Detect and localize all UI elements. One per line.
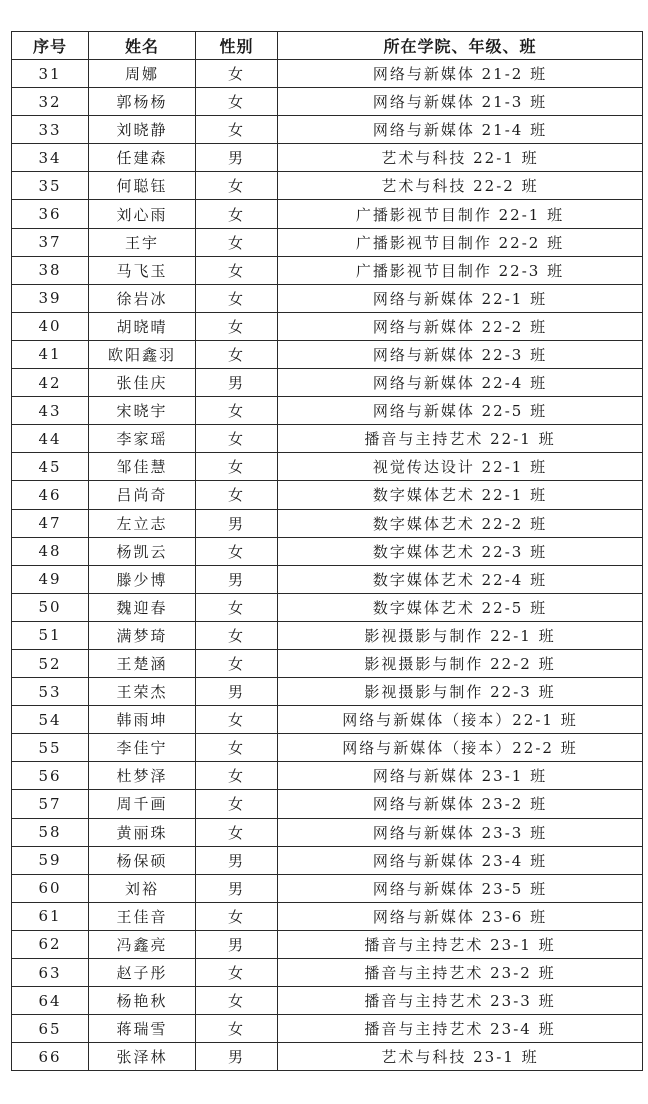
serial-number-cell: 36 — [12, 200, 89, 228]
student-name-cell: 赵子彤 — [89, 959, 196, 987]
student-name-cell: 郭杨杨 — [89, 88, 196, 116]
student-name-cell: 满梦琦 — [89, 621, 196, 649]
student-name-cell: 蒋瑞雪 — [89, 1015, 196, 1043]
student-name-cell: 王楚涵 — [89, 649, 196, 677]
table-row — [12, 537, 643, 565]
header-college-grade-class: 所在学院、年级、班 — [278, 32, 643, 60]
class-cell: 网络与新媒体 22-2 班 — [278, 312, 643, 340]
class-cell: 广播影视节目制作 22-3 班 — [278, 256, 643, 284]
table-row — [12, 930, 643, 958]
table-row — [12, 340, 643, 368]
class-cell: 网络与新媒体 21-2 班 — [278, 60, 643, 88]
table-row — [12, 88, 643, 116]
class-cell: 网络与新媒体 22-4 班 — [278, 369, 643, 397]
table-row — [12, 144, 643, 172]
serial-number-cell: 66 — [12, 1043, 89, 1071]
gender-cell: 女 — [196, 481, 278, 509]
table-row — [12, 902, 643, 930]
serial-number-cell: 42 — [12, 369, 89, 397]
class-cell: 广播影视节目制作 22-1 班 — [278, 200, 643, 228]
table-row — [12, 481, 643, 509]
gender-cell: 男 — [196, 846, 278, 874]
table-header — [12, 32, 643, 60]
serial-number-cell: 37 — [12, 228, 89, 256]
table-row — [12, 200, 643, 228]
student-name-cell: 欧阳鑫羽 — [89, 340, 196, 368]
serial-number-cell: 40 — [12, 312, 89, 340]
class-cell: 数字媒体艺术 22-4 班 — [278, 565, 643, 593]
serial-number-cell: 51 — [12, 621, 89, 649]
student-name-cell: 杨保硕 — [89, 846, 196, 874]
table-row — [12, 509, 643, 537]
header-row — [12, 32, 643, 60]
student-name-cell: 胡晓晴 — [89, 312, 196, 340]
table-row — [12, 256, 643, 284]
table-row — [12, 312, 643, 340]
student-name-cell: 滕少博 — [89, 565, 196, 593]
student-name-cell: 邹佳慧 — [89, 453, 196, 481]
gender-cell: 女 — [196, 284, 278, 312]
serial-number-cell: 59 — [12, 846, 89, 874]
table-row — [12, 818, 643, 846]
table-row — [12, 706, 643, 734]
table-row — [12, 987, 643, 1015]
gender-cell: 女 — [196, 453, 278, 481]
table-row — [12, 762, 643, 790]
gender-cell: 男 — [196, 565, 278, 593]
gender-cell: 女 — [196, 200, 278, 228]
student-name-cell: 冯鑫亮 — [89, 930, 196, 958]
class-cell: 播音与主持艺术 23-4 班 — [278, 1015, 643, 1043]
student-name-cell: 王宇 — [89, 228, 196, 256]
class-cell: 网络与新媒体 21-3 班 — [278, 88, 643, 116]
class-cell: 广播影视节目制作 22-2 班 — [278, 228, 643, 256]
student-name-cell: 宋晓宇 — [89, 397, 196, 425]
class-cell: 网络与新媒体 22-5 班 — [278, 397, 643, 425]
serial-number-cell: 65 — [12, 1015, 89, 1043]
table-row — [12, 1043, 643, 1071]
serial-number-cell: 39 — [12, 284, 89, 312]
gender-cell: 女 — [196, 172, 278, 200]
table-row — [12, 621, 643, 649]
gender-cell: 女 — [196, 762, 278, 790]
gender-cell: 男 — [196, 144, 278, 172]
gender-cell: 女 — [196, 987, 278, 1015]
class-cell: 网络与新媒体 23-1 班 — [278, 762, 643, 790]
class-cell: 播音与主持艺术 23-1 班 — [278, 930, 643, 958]
gender-cell: 女 — [196, 60, 278, 88]
class-cell: 艺术与科技 22-2 班 — [278, 172, 643, 200]
class-cell: 网络与新媒体 23-2 班 — [278, 790, 643, 818]
class-cell: 播音与主持艺术 23-3 班 — [278, 987, 643, 1015]
gender-cell: 女 — [196, 425, 278, 453]
class-cell: 网络与新媒体 21-4 班 — [278, 116, 643, 144]
table-row — [12, 425, 643, 453]
serial-number-cell: 60 — [12, 874, 89, 902]
serial-number-cell: 31 — [12, 60, 89, 88]
gender-cell: 女 — [196, 537, 278, 565]
student-name-cell: 韩雨坤 — [89, 706, 196, 734]
serial-number-cell: 44 — [12, 425, 89, 453]
gender-cell: 女 — [196, 88, 278, 116]
serial-number-cell: 45 — [12, 453, 89, 481]
student-name-cell: 周娜 — [89, 60, 196, 88]
class-cell: 网络与新媒体 23-4 班 — [278, 846, 643, 874]
serial-number-cell: 50 — [12, 593, 89, 621]
table-row — [12, 959, 643, 987]
student-name-cell: 刘裕 — [89, 874, 196, 902]
serial-number-cell: 32 — [12, 88, 89, 116]
student-name-cell: 左立志 — [89, 509, 196, 537]
student-name-cell: 李佳宁 — [89, 734, 196, 762]
serial-number-cell: 34 — [12, 144, 89, 172]
class-cell: 艺术与科技 23-1 班 — [278, 1043, 643, 1071]
table-row — [12, 593, 643, 621]
serial-number-cell: 63 — [12, 959, 89, 987]
gender-cell: 女 — [196, 340, 278, 368]
student-name-cell: 吕尚奇 — [89, 481, 196, 509]
table-row — [12, 1015, 643, 1043]
table-row — [12, 60, 643, 88]
serial-number-cell: 56 — [12, 762, 89, 790]
table-row — [12, 284, 643, 312]
serial-number-cell: 64 — [12, 987, 89, 1015]
table-row — [12, 116, 643, 144]
gender-cell: 女 — [196, 734, 278, 762]
class-cell: 数字媒体艺术 22-5 班 — [278, 593, 643, 621]
class-cell: 视觉传达设计 22-1 班 — [278, 453, 643, 481]
gender-cell: 男 — [196, 874, 278, 902]
student-name-cell: 王荣杰 — [89, 678, 196, 706]
serial-number-cell: 49 — [12, 565, 89, 593]
gender-cell: 女 — [196, 790, 278, 818]
serial-number-cell: 41 — [12, 340, 89, 368]
class-cell: 数字媒体艺术 22-1 班 — [278, 481, 643, 509]
student-name-cell: 杨凯云 — [89, 537, 196, 565]
table-body — [12, 60, 643, 1071]
serial-number-cell: 62 — [12, 930, 89, 958]
serial-number-cell: 35 — [12, 172, 89, 200]
serial-number-cell: 52 — [12, 649, 89, 677]
table-row — [12, 649, 643, 677]
student-name-cell: 徐岩冰 — [89, 284, 196, 312]
gender-cell: 男 — [196, 1043, 278, 1071]
gender-cell: 男 — [196, 678, 278, 706]
class-cell: 数字媒体艺术 22-2 班 — [278, 509, 643, 537]
student-name-cell: 杨艳秋 — [89, 987, 196, 1015]
serial-number-cell: 55 — [12, 734, 89, 762]
serial-number-cell: 58 — [12, 818, 89, 846]
student-name-cell: 马飞玉 — [89, 256, 196, 284]
student-name-cell: 魏迎春 — [89, 593, 196, 621]
class-cell: 影视摄影与制作 22-2 班 — [278, 649, 643, 677]
serial-number-cell: 61 — [12, 902, 89, 930]
class-cell: 网络与新媒体 22-1 班 — [278, 284, 643, 312]
class-cell: 影视摄影与制作 22-3 班 — [278, 678, 643, 706]
table-row — [12, 565, 643, 593]
table-row — [12, 172, 643, 200]
student-name-cell: 张佳庆 — [89, 369, 196, 397]
serial-number-cell: 48 — [12, 537, 89, 565]
class-cell: 数字媒体艺术 22-3 班 — [278, 537, 643, 565]
student-name-cell: 黄丽珠 — [89, 818, 196, 846]
table-row — [12, 874, 643, 902]
gender-cell: 男 — [196, 930, 278, 958]
student-name-cell: 杜梦泽 — [89, 762, 196, 790]
header-name: 姓名 — [89, 32, 196, 60]
class-cell: 网络与新媒体 23-6 班 — [278, 902, 643, 930]
student-name-cell: 任建森 — [89, 144, 196, 172]
serial-number-cell: 47 — [12, 509, 89, 537]
student-name-cell: 王佳音 — [89, 902, 196, 930]
student-roster-table — [11, 31, 643, 1071]
student-name-cell: 张泽林 — [89, 1043, 196, 1071]
serial-number-cell: 57 — [12, 790, 89, 818]
gender-cell: 女 — [196, 312, 278, 340]
student-name-cell: 何聪钰 — [89, 172, 196, 200]
gender-cell: 女 — [196, 818, 278, 846]
table-row — [12, 846, 643, 874]
gender-cell: 女 — [196, 397, 278, 425]
table-row — [12, 790, 643, 818]
gender-cell: 女 — [196, 1015, 278, 1043]
gender-cell: 女 — [196, 902, 278, 930]
gender-cell: 女 — [196, 621, 278, 649]
gender-cell: 女 — [196, 228, 278, 256]
class-cell: 影视摄影与制作 22-1 班 — [278, 621, 643, 649]
gender-cell: 女 — [196, 116, 278, 144]
class-cell: 播音与主持艺术 22-1 班 — [278, 425, 643, 453]
gender-cell: 男 — [196, 369, 278, 397]
student-name-cell: 李家瑶 — [89, 425, 196, 453]
table-row — [12, 369, 643, 397]
gender-cell: 女 — [196, 706, 278, 734]
serial-number-cell: 54 — [12, 706, 89, 734]
table-row — [12, 228, 643, 256]
header-serial-number: 序号 — [12, 32, 89, 60]
gender-cell: 女 — [196, 593, 278, 621]
gender-cell: 女 — [196, 959, 278, 987]
header-gender: 性别 — [196, 32, 278, 60]
class-cell: 网络与新媒体（接本）22-1 班 — [278, 706, 643, 734]
class-cell: 艺术与科技 22-1 班 — [278, 144, 643, 172]
serial-number-cell: 43 — [12, 397, 89, 425]
student-name-cell: 周千画 — [89, 790, 196, 818]
class-cell: 网络与新媒体 22-3 班 — [278, 340, 643, 368]
gender-cell: 男 — [196, 509, 278, 537]
serial-number-cell: 46 — [12, 481, 89, 509]
serial-number-cell: 53 — [12, 678, 89, 706]
table-row — [12, 678, 643, 706]
class-cell: 网络与新媒体（接本）22-2 班 — [278, 734, 643, 762]
gender-cell: 女 — [196, 649, 278, 677]
gender-cell: 女 — [196, 256, 278, 284]
serial-number-cell: 33 — [12, 116, 89, 144]
table-row — [12, 734, 643, 762]
class-cell: 网络与新媒体 23-3 班 — [278, 818, 643, 846]
class-cell: 网络与新媒体 23-5 班 — [278, 874, 643, 902]
student-name-cell: 刘晓静 — [89, 116, 196, 144]
student-name-cell: 刘心雨 — [89, 200, 196, 228]
class-cell: 播音与主持艺术 23-2 班 — [278, 959, 643, 987]
table-row — [12, 453, 643, 481]
serial-number-cell: 38 — [12, 256, 89, 284]
table-row — [12, 397, 643, 425]
